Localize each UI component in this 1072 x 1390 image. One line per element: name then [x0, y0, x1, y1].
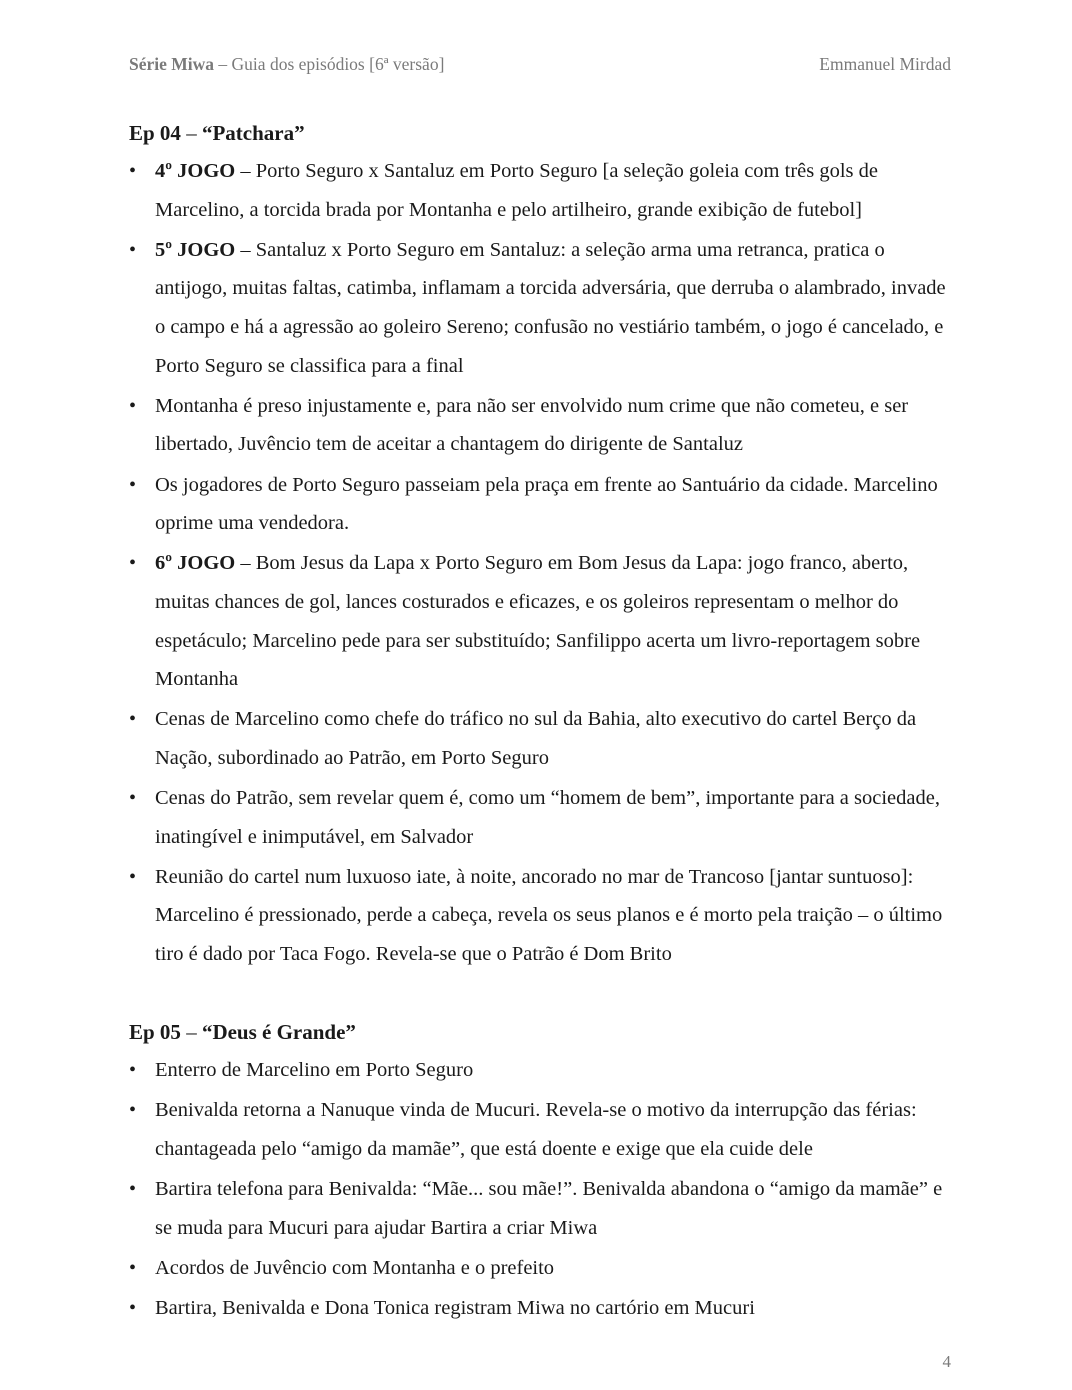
bullet-item [129, 700, 955, 777]
section-spacer [129, 975, 955, 1013]
episode-name: “Patchara” [201, 121, 305, 145]
bullet-item [129, 858, 955, 974]
header-series: Série Miwa [129, 54, 215, 74]
bullet-item [129, 1249, 955, 1288]
page-header [129, 54, 951, 78]
episode-code: Ep 04 [129, 121, 181, 145]
bullet-item [129, 152, 955, 229]
bullet-text: Benivalda retorna a Nanuque vinda de Mucuri. Revela-se o motivo da interrupção das férias: chantageada pelo “amigo da mamãe”, que está doente e exige que ela cuide dele [155, 1099, 917, 1160]
episode-dash: – [180, 1020, 202, 1045]
bullet-text: Montanha é preso injustamente e, para não ser envolvido num crime que não cometeu, e ser libertado, Juvêncio tem de aceitar a chantagem do dirigente de Santaluz [155, 394, 909, 456]
header-separator: – [214, 54, 232, 74]
bullet-item [129, 231, 955, 385]
bullet-item [129, 544, 955, 698]
bullet-text: Acordos de Juvêncio com Montanha e o prefeito [155, 1256, 555, 1279]
bullet-item [129, 387, 955, 464]
bullet-item [129, 1170, 955, 1247]
episode-bullet-list [129, 152, 955, 974]
bullet-text: Os jogadores de Porto Seguro passeiam pela praça em frente ao Santuário da cidade. Marcelino oprime uma vendedora. [155, 473, 938, 535]
bullet-item [129, 779, 955, 856]
header-subtitle: Guia dos episódios [6ª versão] [231, 54, 445, 74]
bullet-text: Enterro de Marcelino em Porto Seguro [155, 1059, 474, 1082]
episode-title [129, 1013, 955, 1051]
bullet-text: – Bom Jesus da Lapa x Porto Seguro em Bom Jesus da Lapa: jogo franco, aberto, muitas chances de gol, lances costurados e eficazes, e os goleiros representam o melhor do espetáculo; Marcelino pede para ser substituído; Sanfilippo acerta um livro-reportagem sobre Montanha [155, 552, 921, 691]
bullet-text: Cenas do Patrão, sem revelar quem é, como um “homem de bem”, importante para a sociedade, inatingível e inimputável, em Salvador [155, 787, 940, 848]
bullet-lead: 5º JOGO [155, 238, 236, 261]
episode-dash: – [180, 121, 202, 145]
bullet-item [129, 466, 955, 543]
bullet-text: – Santaluz x Porto Seguro em Santaluz: a seleção arma uma retranca, pratica o antijogo, muitas faltas, catimba, inflamam a torcida adversária, que derruba o alambrado, invade o campo e há a agressão ao goleiro Sereno; confusão no vestiário também, o jogo é cancelado, e Porto Seguro se classifica para a final [155, 238, 946, 377]
episode-name: “Deus é Grande” [201, 1020, 356, 1045]
header-title [129, 54, 444, 75]
bullet-text: – Porto Seguro x Santaluz em Porto Seguro [a seleção goleia com três gols de Marcelino, a torcida brada por Montanha e pelo artilheiro, grande exibição de futebol] [155, 160, 878, 221]
episode-title [129, 114, 955, 152]
bullet-item [129, 1289, 955, 1328]
document-body [129, 114, 955, 1329]
header-author: Emmanuel Mirdad [819, 54, 951, 74]
episode-bullet-list [129, 1051, 955, 1328]
bullet-text: Cenas de Marcelino como chefe do tráfico no sul da Bahia, alto executivo do cartel Berço da Nação, subordinado ao Patrão, em Porto Seguro [155, 708, 917, 769]
page-number: 4 [942, 1352, 951, 1371]
bullet-text: Reunião do cartel num luxuoso iate, à noite, ancorado no mar de Trancoso [jantar suntuoso]: Marcelino é pressionado, perde a cabeça, revela os seus planos e é morto pela traição – o último tiro é dado por Taca Fogo. Revela-se que o Patrão é Dom Brito [155, 865, 943, 966]
bullet-text: Bartira, Benivalda e Dona Tonica registram Miwa no cartório em Mucuri [155, 1297, 755, 1320]
bullet-text: Bartira telefona para Benivalda: “Mãe... sou mãe!”. Benivalda abandona o “amigo da mamãe” e se muda para Mucuri para ajudar Bartira a criar Miwa [155, 1178, 943, 1239]
bullet-lead: 6º JOGO [155, 552, 236, 575]
bullet-lead: 4º JOGO [155, 160, 236, 182]
bullet-item [129, 1051, 955, 1090]
episode-code: Ep 05 [129, 1020, 181, 1045]
bullet-item [129, 1091, 955, 1168]
